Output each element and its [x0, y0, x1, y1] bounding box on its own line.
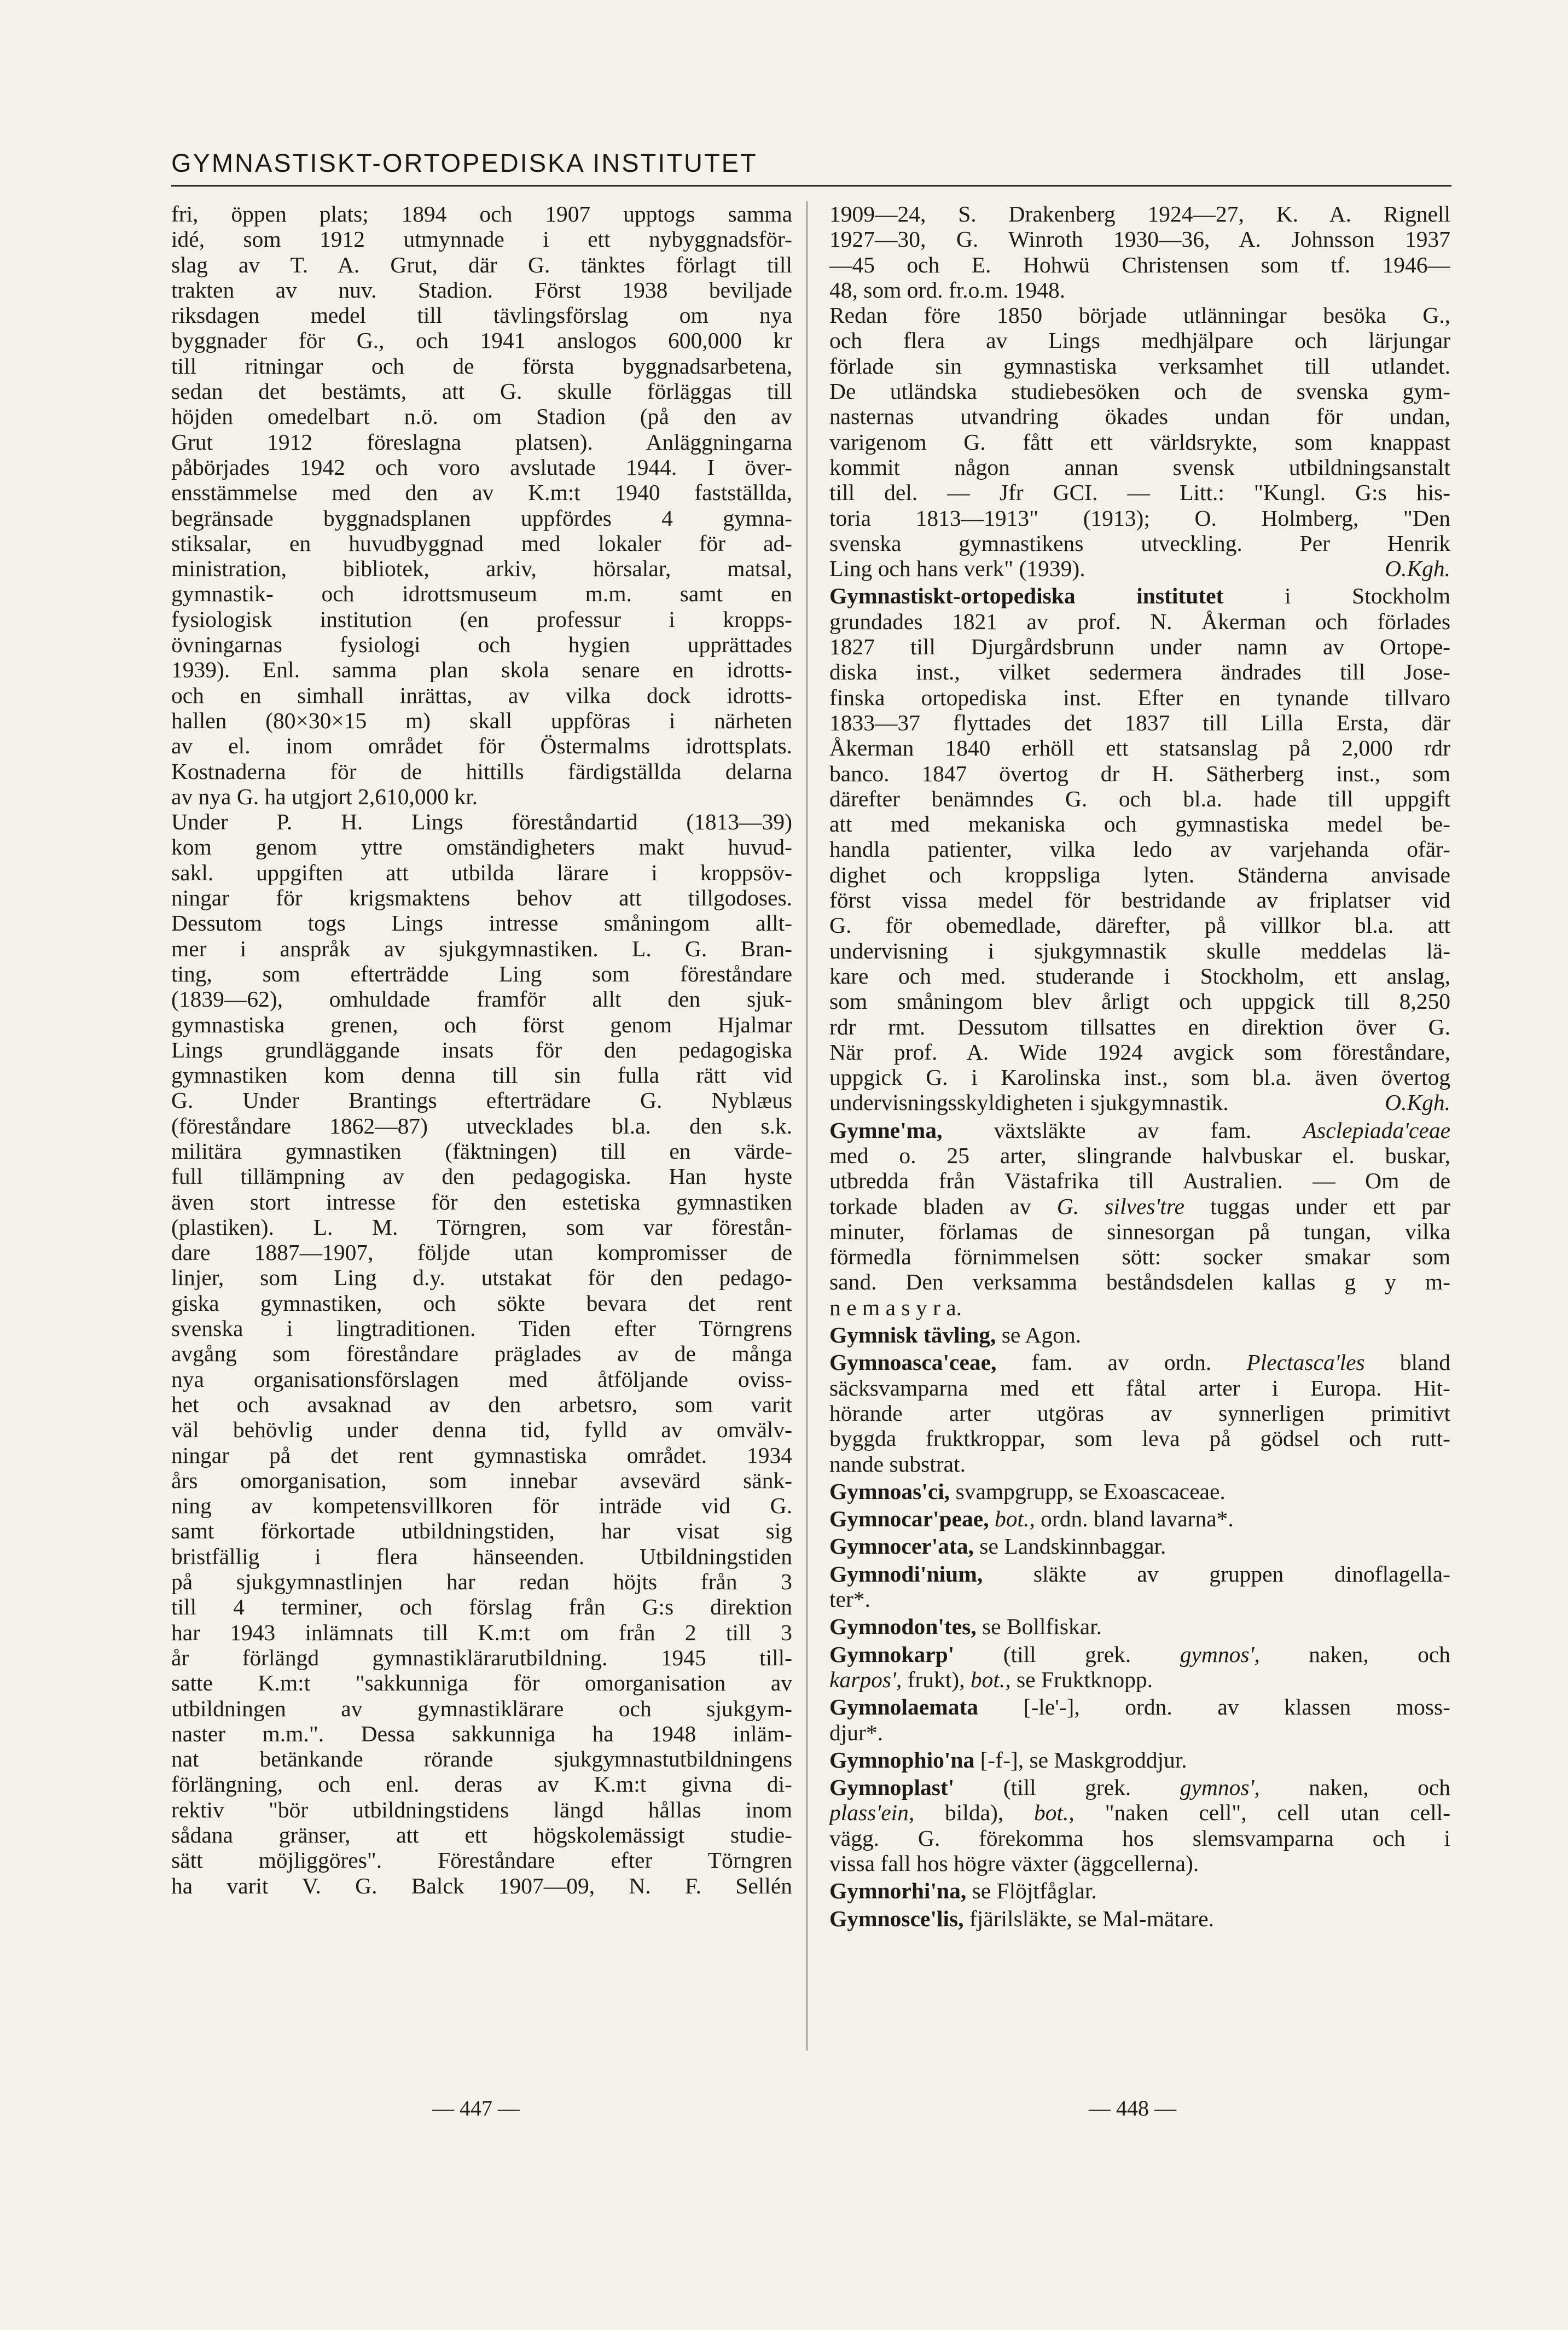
entry-text: byggda fruktkroppar, som leva på gödsel och rutt- — [829, 1426, 1450, 1451]
entry-italic: Plectasca'les — [1246, 1350, 1365, 1375]
text-line: på sjukgymnastlinjen har redan höjts från 3 — [171, 1569, 792, 1595]
entry-text: [-le'-], ordn. av klassen moss- — [978, 1694, 1450, 1720]
text-line: (1839—62), omhuldade framför allt den sjuk- — [171, 986, 792, 1012]
text-line: fri, öppen plats; 1894 och 1907 upptogs samma — [171, 201, 792, 226]
entry-text: se Landskinnbaggar. — [973, 1533, 1166, 1559]
entry-text: bland — [1364, 1350, 1450, 1375]
text-line: diska inst., vilket sedermera ändrades till Jose- — [829, 659, 1450, 685]
text-line: avgång som föreståndare präglades av de många — [171, 1341, 792, 1367]
text-line: G. Under Brantings efterträdare G. Nyblæus — [171, 1088, 792, 1113]
entry-text: med o. 25 arter, slingrande halvbuskar el. buskar, — [829, 1142, 1450, 1168]
entry-text: se Bollfiskar. — [976, 1614, 1102, 1640]
text-line: först vissa medel för bestridande av friplatser vid — [829, 887, 1450, 913]
text-line: att med mekaniska och gymnastiska medel be- — [829, 811, 1450, 837]
entry-text: se Fruktknopp. — [1011, 1666, 1153, 1692]
text-line: Under P. H. Lings föreståndartid (1813—39) — [171, 809, 792, 835]
entry-text: utbredda från Västafrika till Australien. — Om de — [829, 1168, 1450, 1194]
paragraph-successors — [829, 201, 1450, 303]
text-line: slag av T. A. Grut, där G. tänktes förlagt till — [171, 252, 792, 277]
author-signature: O.Kgh. — [1385, 1090, 1450, 1115]
entry-text: minuter, förlamas de sinnesorgan på tungan, vilka — [829, 1218, 1450, 1244]
text-line: ningar för krigsmaktens behov att tillgodoses. — [171, 885, 792, 911]
text-line: även stort intresse för den estetiska gymnastiken — [171, 1189, 792, 1215]
text-line: förlängning, och enl. deras av K.m:t givna di- — [171, 1771, 792, 1797]
text-line: 48, som ord. fr.o.m. 1948. — [829, 277, 1066, 303]
text-line: sedan det bestämts, att G. skulle förläggas till — [171, 379, 792, 404]
entry-gymnastiskt-ortopediska — [829, 583, 1450, 1115]
text-line: övningarnas fysiologi och hygien upprättades — [171, 632, 792, 658]
entry-gymnocerata — [829, 1533, 1450, 1559]
text-line: militära gymnastiken (fäktningen) till en värde- — [171, 1138, 792, 1164]
entry-italic: bot., — [970, 1666, 1011, 1692]
entry-headword: Gymnoasca'ceae, — [829, 1350, 997, 1375]
text-line: (föreståndare 1862—87) utvecklades bl.a. den s.k. — [171, 1113, 792, 1138]
text-line: av el. inom området för Östermalms idrottsplats. — [171, 733, 792, 759]
entry-text: se Agon. — [996, 1322, 1082, 1348]
entry-headword: Gymnolaemata — [829, 1694, 979, 1720]
text-line: gymnastik- och idrottsmuseum m.m. samt en — [171, 581, 792, 607]
text-line: kare och med. studerande i Stockholm, ett anslag, — [829, 963, 1450, 989]
entry-text: i Stockholm — [1223, 583, 1450, 609]
text-line: till 4 terminer, och förslag från G:s direktion — [171, 1594, 792, 1620]
entry-text: "naken cell", cell utan cell- — [1074, 1800, 1450, 1826]
text-line: 1909—24, S. Drakenberg 1924—27, K. A. Rignell — [829, 201, 1450, 226]
text-line: 1927—30, G. Winroth 1930—36, A. Johnsson 1937 — [829, 226, 1450, 252]
entry-text: fjärilsläkte, se Mal-mätare. — [963, 1905, 1214, 1931]
entry-headword: Gymnocar'peae, — [829, 1506, 989, 1532]
header-rule — [171, 185, 1451, 187]
text-line: väl behövlig under denna tid, fylld av omvälv- — [171, 1417, 792, 1443]
text-line: kom genom yttre omständigheters makt huvud- — [171, 834, 792, 860]
entry-headword: Gymnocer'ata, — [829, 1533, 974, 1559]
entry-headword: Gymnodi'nium, — [829, 1561, 983, 1587]
text-line: sätt möjliggöres". Föreståndare efter Törngren — [171, 1847, 792, 1873]
text-line: uppgick G. i Karolinska inst., som bl.a. även övertog — [829, 1065, 1450, 1090]
entry-text: djur*. — [829, 1719, 883, 1745]
entry-italic: gymnos', — [1180, 1775, 1260, 1800]
entry-gymnoscelis — [829, 1906, 1450, 1931]
text-line: ningar på det rent gymnastiska området. 1934 — [171, 1442, 792, 1468]
text-line: dighet och kroppsliga lyten. Ständerna anvisade — [829, 862, 1450, 887]
text-line: samt förkortade utbildningstiden, har visat sig — [171, 1518, 792, 1544]
text-line: sakl. uppgiften att utbilda lärare i kroppsöv- — [171, 859, 792, 885]
entry-text: [-f-], se Maskgroddjur. — [974, 1747, 1187, 1773]
text-line: giska gymnastiken, och sökte bevara det rent — [171, 1290, 792, 1316]
entry-headword: Gymnodon'tes, — [829, 1614, 977, 1640]
left-column — [171, 201, 792, 1898]
text-line: riksdagen medel till tävlingsförslag om nya — [171, 303, 792, 328]
text-line: har 1943 inlämnats till K.m:t om från 2 till 3 — [171, 1619, 792, 1645]
text-line: ensstämmelse med den av K.m:t 1940 fastställda, — [171, 480, 792, 505]
entry-headword: Gymnastiskt-ortopediska institutet — [829, 583, 1224, 609]
text-line: De utländska studiebesöken och de svenska gym- — [829, 379, 1450, 404]
text-line: (plastiken). L. M. Törngren, som var förestån- — [171, 1214, 792, 1240]
text-line: Dessutom togs Lings intresse småningom allt- — [171, 910, 792, 936]
entry-gymnokarp — [829, 1642, 1450, 1693]
text-line: 1833—37 flyttades det 1837 till Lilla Ersta, där — [829, 710, 1450, 735]
text-line: till del. — Jfr GCI. — Litt.: "Kungl. G:s his- — [829, 480, 1450, 505]
text-line: trakten av nuv. Stadion. Först 1938 beviljade — [171, 277, 792, 303]
text-line: till ritningar och de första byggnadsarbetena, — [171, 353, 792, 379]
text-line: hallen (80×30×15 m) skall uppföras i närheten — [171, 707, 792, 733]
text-line: linjer, som Ling d.y. utstakat för den pedago- — [171, 1265, 792, 1291]
entry-italic: Asclepiada'ceae — [1303, 1117, 1450, 1143]
paragraph-foreign-influence — [829, 303, 1450, 556]
author-signature: O.Kgh. — [1385, 556, 1450, 582]
text-line: dare 1887—1907, följde utan kompromisser de — [171, 1240, 792, 1265]
text-line: och flera av Lings medhjälpare och lärjungar — [829, 328, 1450, 353]
entry-headword: Gymnokarp' — [829, 1641, 955, 1667]
text-line: G. för obemedlade, därefter, på villkor bl.a. att — [829, 913, 1450, 938]
text-line: rektiv "bör utbildningstidens längd hållas inom — [171, 1797, 792, 1822]
text-line: byggnader för G., och 1941 anslogos 600,000 kr — [171, 328, 792, 353]
entry-text: (till grek. — [954, 1775, 1180, 1800]
entry-italic: G. silves'tre — [1056, 1193, 1184, 1219]
column-divider — [806, 201, 808, 2050]
text-line: ha varit V. G. Balck 1907—09, N. F. Sellén — [171, 1873, 792, 1898]
text-line: ministration, bibliotek, arkiv, hörsalar, matsal, — [171, 556, 792, 582]
text-line: finska ortopediska inst. Efter en tynande tillvaro — [829, 684, 1450, 710]
entry-text: vägg. G. förekomma hos slemsvamparna och i — [829, 1825, 1450, 1851]
entry-italic: karpos', — [829, 1666, 902, 1692]
entry-text: naken, och — [1259, 1775, 1450, 1800]
text-line: gymnastiska grenen, och först genom Hjalmar — [171, 1012, 792, 1037]
text-line: kommit någon annan svensk utbildningsanstalt — [829, 454, 1450, 480]
text-line: full tillämpning av den pedagogiska. Han hyste — [171, 1164, 792, 1189]
entry-gymnorhina — [829, 1878, 1450, 1903]
text-line: Lings grundläggande insats för den pedagogiska — [171, 1037, 792, 1062]
text-line: Grut 1912 föreslagna platsen). Anläggningarna — [171, 429, 792, 455]
entry-text: svampgrupp, se Exoascaceae. — [950, 1478, 1226, 1504]
text-line: mer i anspråk av sjukgymnastiken. L. G. Bran- — [171, 936, 792, 961]
entry-gymnema — [829, 1118, 1450, 1320]
text-line: ning av kompetensvillkoren för inträde vid G. — [171, 1493, 792, 1519]
entry-text: nande substrat. — [829, 1451, 966, 1477]
text-line: Åkerman 1840 erhöll ett statsanslag på 2,000 rdr — [829, 735, 1450, 761]
entry-text: säcksvamparna med ett fåtal arter i Europa. Hit- — [829, 1375, 1450, 1401]
text-line: bristfällig i flera hänseenden. Utbildningstiden — [171, 1543, 792, 1569]
text-line: rdr rmt. Dessutom tillsattes en direktion över G. — [829, 1014, 1450, 1039]
entry-text: naken, och — [1259, 1641, 1450, 1667]
text-line: ting, som efterträdde Ling som föreståndare — [171, 961, 792, 986]
text-line: nasternas utvandring ökades undan för undan, — [829, 404, 1450, 429]
text-line: av nya G. ha utgjort 2,610,000 kr. — [171, 783, 478, 809]
entry-italic: gymnos', — [1180, 1641, 1260, 1667]
entry-headword: Gymnorhi'na, — [829, 1878, 967, 1904]
running-header: GYMNASTISKT-ORTOPEDISKA INSTITUTET — [171, 148, 758, 177]
text-line: svenska gymnastikens utveckling. Per Henrik — [829, 530, 1450, 556]
entry-italic: bot., — [989, 1506, 1035, 1532]
text-line: stiksalar, en huvudbyggnad med lokaler för ad- — [171, 530, 792, 556]
text-line: års omorganisation, som innebar avsevärd sänk- — [171, 1467, 792, 1493]
entry-italic: bot., — [1034, 1800, 1075, 1826]
text-line: satte K.m:t "sakkunniga för omorganisation av — [171, 1670, 792, 1696]
text-line: och en simhall inrättas, av vilka dock idrotts- — [171, 682, 792, 708]
text-line: Redan före 1850 började utlänningar besöka G., — [829, 303, 1450, 328]
entry-gymnophiona — [829, 1747, 1450, 1773]
entry-headword: Gymnoas'ci, — [829, 1478, 950, 1504]
entry-gymnoplast — [829, 1775, 1450, 1876]
text-line: som småningom blev årligt och uppgick till 8,250 — [829, 989, 1450, 1014]
entry-text: torkade bladen av — [829, 1193, 1057, 1219]
entry-gymnodinium — [829, 1561, 1450, 1612]
paragraph-foreign-influence-end — [829, 556, 1450, 581]
text-line: grundades 1821 av prof. N. Åkerman och förlades — [829, 608, 1450, 634]
text-line: nat betänkande rörande sjukgymnastutbildningens — [171, 1746, 792, 1772]
text-line: fysiologisk institution (en professur i kropps- — [171, 606, 792, 632]
text-line: förlade sin gymnastiska verksamhet till utlandet. — [829, 353, 1450, 379]
text-line: banco. 1847 övertog dr H. Sätherberg inst., som — [829, 760, 1450, 786]
entry-text: undervisningsskyldigheten i sjukgymnastik. — [829, 1090, 1229, 1115]
text-line: naster m.m.". Dessa sakkunniga ha 1948 inläm- — [171, 1721, 792, 1746]
text-line: svenska i lingtraditionen. Tiden efter Törngrens — [171, 1316, 792, 1341]
entry-text: (till grek. — [954, 1641, 1180, 1667]
text-line: undervisning i sjukgymnastik skulle meddelas lä- — [829, 938, 1450, 963]
text-line: 1939). Enl. samma plan skola senare en idrotts- — [171, 657, 792, 683]
entry-gymnoasci — [829, 1479, 1450, 1504]
entry-text: växtsläkte av fam. — [942, 1117, 1303, 1143]
entry-headword: Gymnophio'na — [829, 1747, 975, 1773]
entry-text: släkte av gruppen dinoflagella- — [983, 1561, 1450, 1587]
entry-headword: Gymne'ma, — [829, 1117, 943, 1143]
text-line: höjden omedelbart n.ö. om Stadion (på den av — [171, 404, 792, 429]
text-line: nya organisationsförslagen med åtföljande oviss- — [171, 1366, 792, 1392]
text-line: begränsade byggnadsplanen uppfördes 4 gymna- — [171, 505, 792, 531]
entry-gymnodontes — [829, 1614, 1450, 1639]
right-column — [829, 201, 1450, 1931]
page-number-left: — 447 — — [432, 2096, 520, 2120]
text-line: het och avsaknad av den arbetsro, som varit — [171, 1391, 792, 1417]
entry-text: ter*. — [829, 1587, 870, 1612]
text-line: När prof. A. Wide 1924 avgick som föreståndare, — [829, 1039, 1450, 1065]
text-line: handla patienter, vilka ledo av varjehanda ofär- — [829, 836, 1450, 862]
text-line: toria 1813—1913" (1913); O. Holmberg, "Den — [829, 505, 1450, 531]
text-line: 1827 till Djurgårdsbrunn under namn av Ortope- — [829, 634, 1450, 660]
text-line: därefter benämndes G. och bl.a. hade till uppgift — [829, 786, 1450, 811]
entry-text: vissa fall hos högre växter (äggcellerna). — [829, 1851, 1199, 1876]
text-line: sådana gränser, att ett högskolemässigt studie- — [171, 1822, 792, 1847]
entry-text: sand. Den verksamma beståndsdelen kallas g y m- — [829, 1269, 1450, 1295]
page-number-right: — 448 — — [1089, 2096, 1176, 2120]
entry-italic: plass'ein, — [829, 1800, 915, 1826]
entry-text: hörande arter utgöras av synnerligen primitivt — [829, 1400, 1450, 1426]
entry-text: frukt), — [902, 1666, 971, 1692]
text-line: år förlängd gymnastiklärarutbildning. 1945 till- — [171, 1645, 792, 1670]
text-line: påbörjades 1942 och voro avslutade 1944. I över- — [171, 454, 792, 480]
entry-text: ordn. bland lavarna*. — [1035, 1506, 1234, 1532]
entry-text: bilda), — [914, 1800, 1035, 1826]
entry-text: fam. av ordn. — [996, 1350, 1247, 1375]
text-line: utbildningen av gymnastiklärare och sjukgym- — [171, 1695, 792, 1721]
entry-gymnolaemata — [829, 1694, 1450, 1745]
entry-gymnocarpeae — [829, 1506, 1450, 1531]
entry-headword: Gymnosce'lis, — [829, 1905, 964, 1931]
entry-headword: Gymnoplast' — [829, 1775, 955, 1800]
entry-headword: Gymnisk tävling, — [829, 1322, 996, 1348]
text-line: idé, som 1912 utmynnade i ett nybyggnadsför- — [171, 226, 792, 252]
entry-gymnisk-tavling — [829, 1322, 1450, 1347]
text-line: Kostnaderna för de hittills färdigställda delarna — [171, 758, 792, 784]
entry-text: tuggas under ett par — [1184, 1193, 1450, 1219]
text-line: —45 och E. Hohwü Christensen som tf. 1946— — [829, 252, 1450, 277]
entry-text: n e m a s y r a. — [829, 1294, 962, 1320]
entry-text: se Flöjtfåglar. — [966, 1878, 1097, 1904]
entry-text: förmedla förnimmelsen sött: socker smakar som — [829, 1244, 1450, 1270]
paragraph-last-line: Ling och hans verk" (1939). — [829, 556, 1085, 582]
entry-gymnoascaceae — [829, 1350, 1450, 1476]
text-line: varigenom G. fått ett världsrykte, som knappast — [829, 429, 1450, 455]
text-line: gymnastiken kom denna till sin fulla rätt vid — [171, 1062, 792, 1088]
